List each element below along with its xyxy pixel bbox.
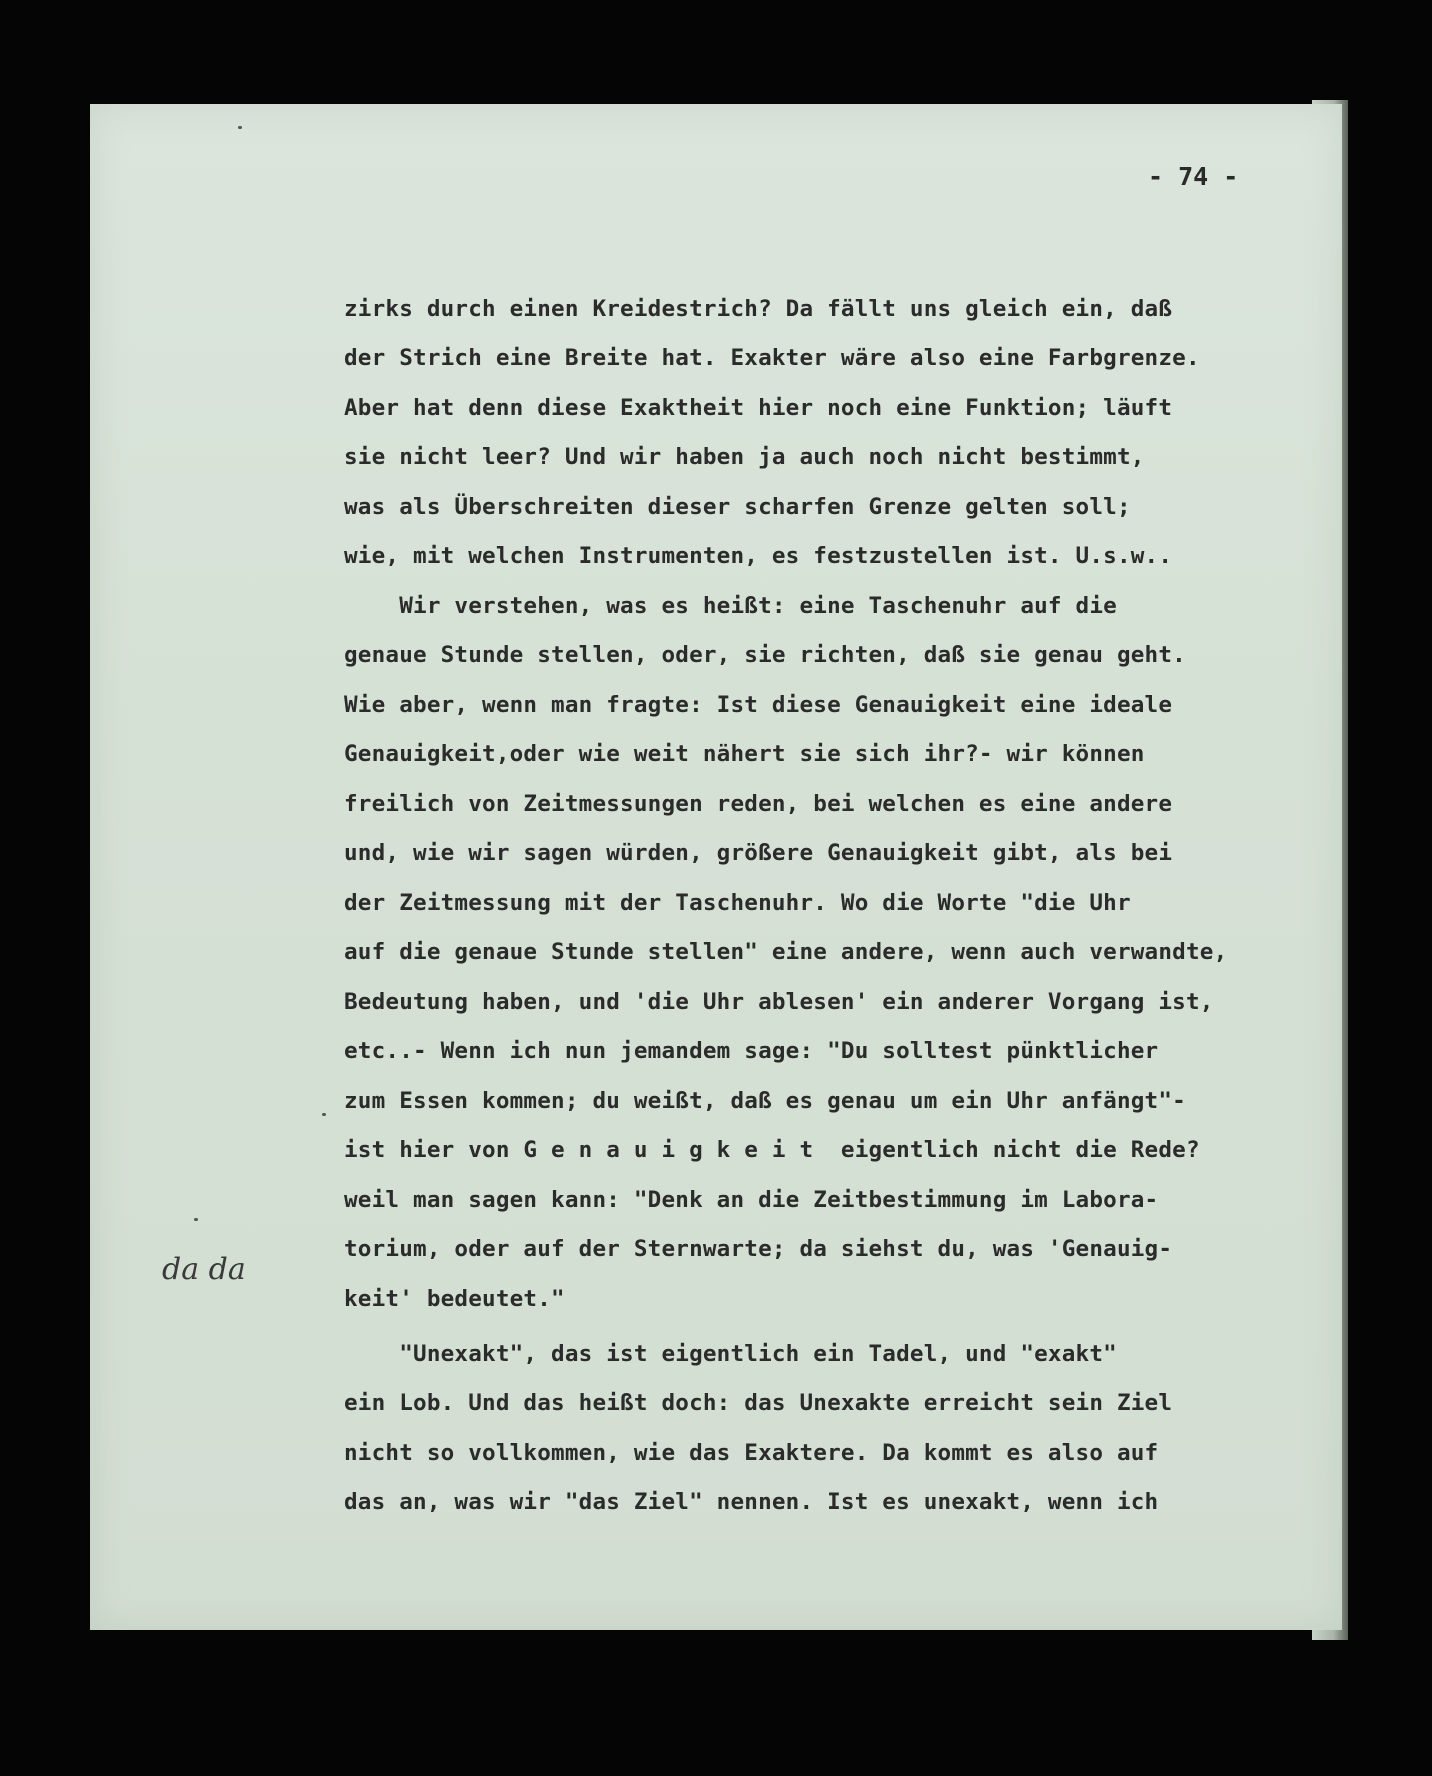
handwritten-margin-note: da da [162,1252,246,1287]
page-number: - 74 - [1148,162,1239,191]
text-line: "Unexakt", das ist eigentlich ein Tadel, und "exakt" [344,1341,1117,1367]
text-line: auf die genaue Stunde stellen" eine andere, wenn auch verwandte, [344,939,1228,965]
text-line: und, wie wir sagen würden, größere Genauigkeit gibt, als bei [344,840,1173,866]
text-line: keit' bedeutet." [344,1286,565,1312]
paper-speck [194,1218,198,1221]
text-line: ein Lob. Und das heißt doch: das Unexakte erreicht sein Ziel [344,1390,1173,1416]
text-line: weil man sagen kann: "Denk an die Zeitbestimmung im Labora- [344,1187,1159,1213]
text-line: das an, was wir "das Ziel" nennen. Ist es unexakt, wenn ich [344,1489,1159,1515]
text-line: der Zeitmessung mit der Taschenuhr. Wo die Worte "die Uhr [344,890,1131,916]
text-line: was als Überschreiten dieser scharfen Grenze gelten soll; [344,494,1131,520]
text-line: Genauigkeit,oder wie weit nähert sie sich ihr?- wir können [344,741,1145,767]
text-line: Aber hat denn diese Exaktheit hier noch eine Funktion; läuft [344,395,1173,421]
paper-speck [238,126,242,129]
text-line: ist hier von G e n a u i g k e i t eigentlich nicht die Rede? [344,1137,1200,1163]
text-line: sie nicht leer? Und wir haben ja auch noch nicht bestimmt, [344,444,1145,470]
text-line: etc..- Wenn ich nun jemandem sage: "Du solltest pünktlicher [344,1038,1159,1064]
text-line: Wir verstehen, was es heißt: eine Taschenuhr auf die [344,593,1117,619]
text-line: wie, mit welchen Instrumenten, es festzustellen ist. U.s.w.. [344,543,1173,569]
text-line: zirks durch einen Kreidestrich? Da fällt uns gleich ein, daß [344,296,1173,322]
text-line: Bedeutung haben, und 'die Uhr ablesen' ein anderer Vorgang ist, [344,989,1214,1015]
text-line: nicht so vollkommen, wie das Exaktere. Da kommt es also auf [344,1440,1159,1466]
text-line: genaue Stunde stellen, oder, sie richten, daß sie genau geht. [344,642,1186,668]
text-line: zum Essen kommen; du weißt, daß es genau um ein Uhr anfängt"- [344,1088,1186,1114]
paper-speck [322,1113,326,1116]
text-line: torium, oder auf der Sternwarte; da siehst du, was 'Genauig- [344,1236,1173,1262]
text-line: Wie aber, wenn man fragte: Ist diese Genauigkeit eine ideale [344,692,1173,718]
text-line: freilich von Zeitmessungen reden, bei welchen es eine andere [344,791,1173,817]
text-line: der Strich eine Breite hat. Exakter wäre also eine Farbgrenze. [344,345,1200,371]
